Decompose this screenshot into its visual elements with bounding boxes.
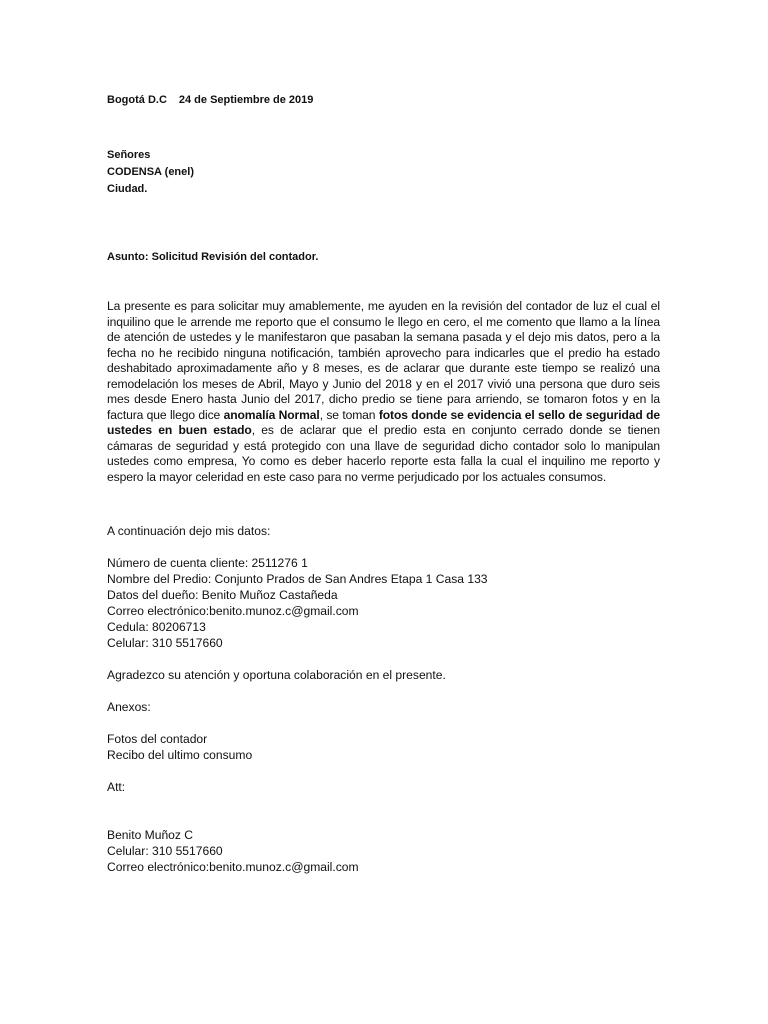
signature-block: [107, 827, 359, 875]
signature-name: Benito Muñoz C: [107, 828, 194, 842]
recipient-block: [107, 147, 194, 198]
anexo-item: Recibo del ultimo consumo: [107, 748, 253, 762]
body-part-3: , es de aclarar que el predio esta en conjunto cerrado donde se tienen cámaras de seguridad y está protegido con una llave de seguridad dicho contador solo lo manipulan ustedes como empresa, Yo como es deber hacerlo reporte esta falla la cual el inquilino me reporto y espero la mayor celeridad en este caso para no verme perjudicado por los actuales consumos.: [107, 423, 660, 484]
recipient-company: CODENSA (enel): [107, 166, 194, 178]
signature-correo: Correo electrónico:benito.munoz.c@gmail.com: [107, 860, 359, 874]
body-bold-2: fotos donde se evidencia el sello de seguridad de ustedes en buen estado: [107, 407, 661, 437]
signature-celular: Celular: 310 5517660: [107, 844, 223, 858]
letter-body: [107, 299, 660, 485]
datos-cuenta: Número de cuenta cliente: 2511276 1: [107, 556, 308, 570]
anexo-item: Fotos del contador: [107, 732, 208, 746]
anexos-title: Anexos:: [107, 700, 151, 714]
thanks-line: Agradezco su atención y oportuna colaboración en el presente.: [107, 668, 446, 682]
datos-cedula: Cedula: 80206713: [107, 620, 206, 634]
anexos-list: [107, 731, 252, 763]
letter-subject: Asunto: Solicitud Revisión del contador.: [107, 251, 319, 263]
datos-block: [107, 555, 488, 651]
body-bold-1: anomalía Normal: [223, 407, 320, 422]
datos-correo: Correo electrónico:benito.munoz.c@gmail.com: [107, 604, 359, 618]
letter-date: 24 de Septiembre de 2019: [178, 94, 314, 106]
letter-date-line: [107, 92, 313, 108]
recipient-city: Ciudad.: [107, 183, 148, 195]
body-part-1: La presente es para solicitar muy amablemente, me ayuden en la revisión del contador de luz el cual el inquilino que le arrende me reporto que el consumo le llego en cero, el me comento que llamo a la línea de atención de ustedes y le manifestaron que pasaban la semana pasada y el dejo mis datos, pero a la fecha no he recibido ninguna notificación, también aprovecho para indicarles que el predio ha estado deshabitado aproximadamente año y 8 meses, es de aclarar que durante este tiempo se realizó una remodelación los meses de Abril, Mayo y Junio del 2018 y en el 2017 vivió una persona que duro seis mes desde Enero hasta Junio del 2017, dicho predio se tiene para arriendo, se tomaron fotos y en la factura que llego dice: [107, 299, 660, 422]
letter-city: Bogotá D.C: [107, 94, 167, 106]
datos-predio: Nombre del Predio: Conjunto Prados de San Andres Etapa 1 Casa 133: [107, 572, 488, 586]
body-part-2: , se toman: [319, 407, 379, 422]
datos-celular: Celular: 310 5517660: [107, 636, 223, 650]
datos-dueno: Datos del dueño: Benito Muñoz Castañeda: [107, 588, 338, 602]
att-line: Att:: [107, 780, 126, 794]
recipient-salutation: Señores: [107, 149, 151, 161]
datos-intro: A continuación dejo mis datos:: [107, 524, 271, 538]
